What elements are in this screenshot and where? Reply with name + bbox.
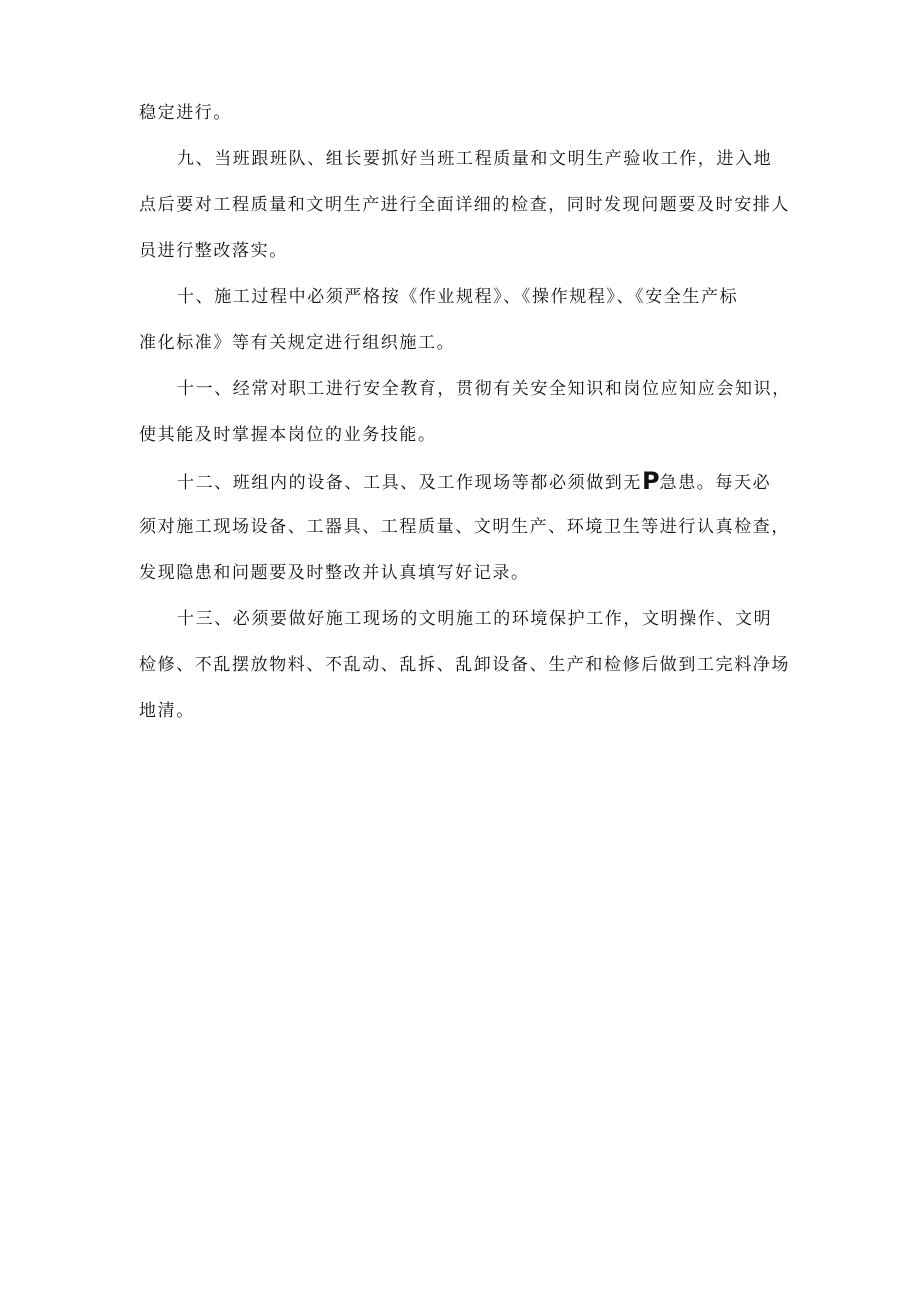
paragraph-line: 须对施工现场设备、工器具、工程质量、文明生产、环境卫生等进行认真检查， (139, 517, 790, 537)
paragraph-line: 十三、必须要做好施工现场的文明施工的环境保护工作，文明操作、文明 (177, 609, 773, 629)
paragraph-item-nine (139, 144, 789, 282)
paragraph-line: 使其能及时掌握本岗位的业务技能。 (139, 425, 437, 445)
document-body (139, 98, 789, 742)
paragraph-line: 九、当班跟班队、组长要抓好当班工程质量和文明生产验收工作，进入地 (177, 149, 773, 169)
paragraph-line: 员进行整改落实。 (139, 241, 288, 261)
paragraph-line (139, 466, 789, 512)
line-text-after-glyph: 急患。每天必 (659, 473, 772, 493)
paragraph-item-ten (139, 282, 789, 374)
paragraph-line: 地清。 (139, 701, 195, 721)
paragraph-item-twelve (139, 466, 789, 604)
paragraph-item-thirteen (139, 604, 789, 742)
paragraph-item-eleven (139, 374, 789, 466)
paragraph-line: 十、施工过程中必须严格按《作业规程》、《操作规程》、《安全生产标 (177, 287, 739, 307)
paragraph-line: 十一、经常对职工进行安全教育，贯彻有关安全知识和岗位应知应会知识， (177, 379, 791, 399)
paragraph-line: 准化标准》等有关规定进行组织施工。 (139, 333, 456, 353)
paragraph-line: 点后要对工程质量和文明生产进行全面详细的检查，同时发现问题要及时安排人 (139, 195, 790, 215)
stray-glyph: P (642, 467, 660, 495)
paragraph-line: 发现隐患和问题要及时整改并认真填写好记录。 (139, 563, 530, 583)
paragraph-line: 稳定进行。 (139, 103, 232, 123)
paragraph-line: 检修、不乱摆放物料、不乱动、乱拆、乱卸设备、生产和检修后做到工完料净场 (139, 655, 790, 675)
line-text-before-glyph: 十二、班组内的设备、工具、及工作现场等都必须做到无 (177, 473, 642, 493)
paragraph-continuation (139, 98, 789, 144)
